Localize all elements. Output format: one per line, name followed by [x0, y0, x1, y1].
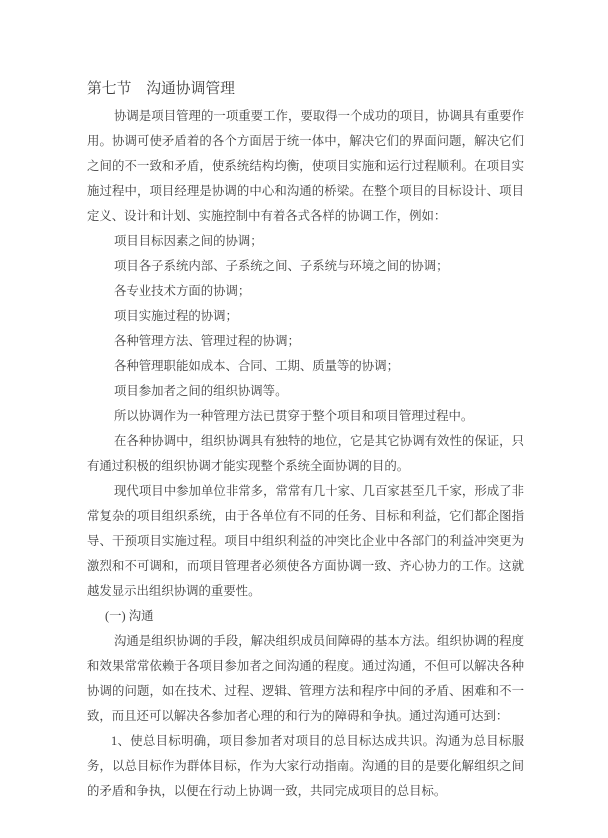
list-item: 各种管理职能如成本、合同、工期、质量等的协调； [114, 359, 399, 373]
document-content [87, 77, 524, 804]
list-item: 项目参加者之间的组织协调等。 [114, 384, 288, 398]
paragraph: 沟通是组织协调的手段，解决组织成员间障碍的基本方法。组织协调的程度和效果常常依赖于各项目参加者之间沟通的程度。通过沟通，不但可以解决各种协调的问题，如在技术、过程、逻辑、管理方法和程序中间的矛盾、困难和不一致，而且还可以解决各参加者心理的和行为的障碍和争执。通过沟通可达到： [87, 634, 524, 723]
section-title: 第七节 沟通协调管理 [87, 81, 235, 97]
list-item: 各专业技术方面的协调； [114, 284, 251, 298]
numbered-paragraph: 1、使总目标明确，项目参加者对项目的总目标达成共识。沟通为总目标服务，以总目标作为群体目标，作为大家行动指南。沟通的目的是要化解组织之间的矛盾和争执，以便在行动上协调一致，共同完成项目的总目标。 [87, 734, 524, 798]
subsection-heading: (一) 沟通 [105, 609, 154, 623]
paragraph: 所以协调作为一种管理方法已贯穿于整个项目和项目管理过程中。 [114, 409, 474, 423]
list-item: 各种管理方法、管理过程的协调； [114, 334, 300, 348]
list-item: 项目实施过程的协调； [114, 309, 238, 323]
paragraph: 协调是项目管理的一项重要工作，要取得一个成功的项目，协调具有重要作用。协调可使矛盾着的各个方面居于统一体中，解决它们的界面问题，解决它们之间的不一致和矛盾，使系统结构均衡，使项目实施和运行过程顺利。在项目实施过程中，项目经理是协调的中心和沟通的桥梁。在整个项目的目标设计、项目定义、设计和计划、实施控制中有着各式各样的协调工作，例如： [87, 109, 524, 223]
paragraph: 在各种协调中，组织协调具有独特的地位，它是其它协调有效性的保证，只有通过积极的组织协调才能实现整个系统全面协调的目的。 [87, 434, 524, 473]
list-item: 项目目标因素之间的协调； [114, 234, 263, 248]
paragraph: 现代项目中参加单位非常多，常常有几十家、几百家甚至几千家，形成了非常复杂的项目组织系统，由于各单位有不同的任务、目标和利益，它们都企图指导、干预项目实施过程。项目中组织利益的冲突比企业中各部门的利益冲突更为激烈和不可调和，而项目管理者必须使各方面协调一致、齐心协力的工作。这就越发显示出组织协调的重要性。 [87, 484, 524, 598]
list-item: 项目各子系统内部、子系统之间、子系统与环境之间的协调； [114, 259, 449, 273]
